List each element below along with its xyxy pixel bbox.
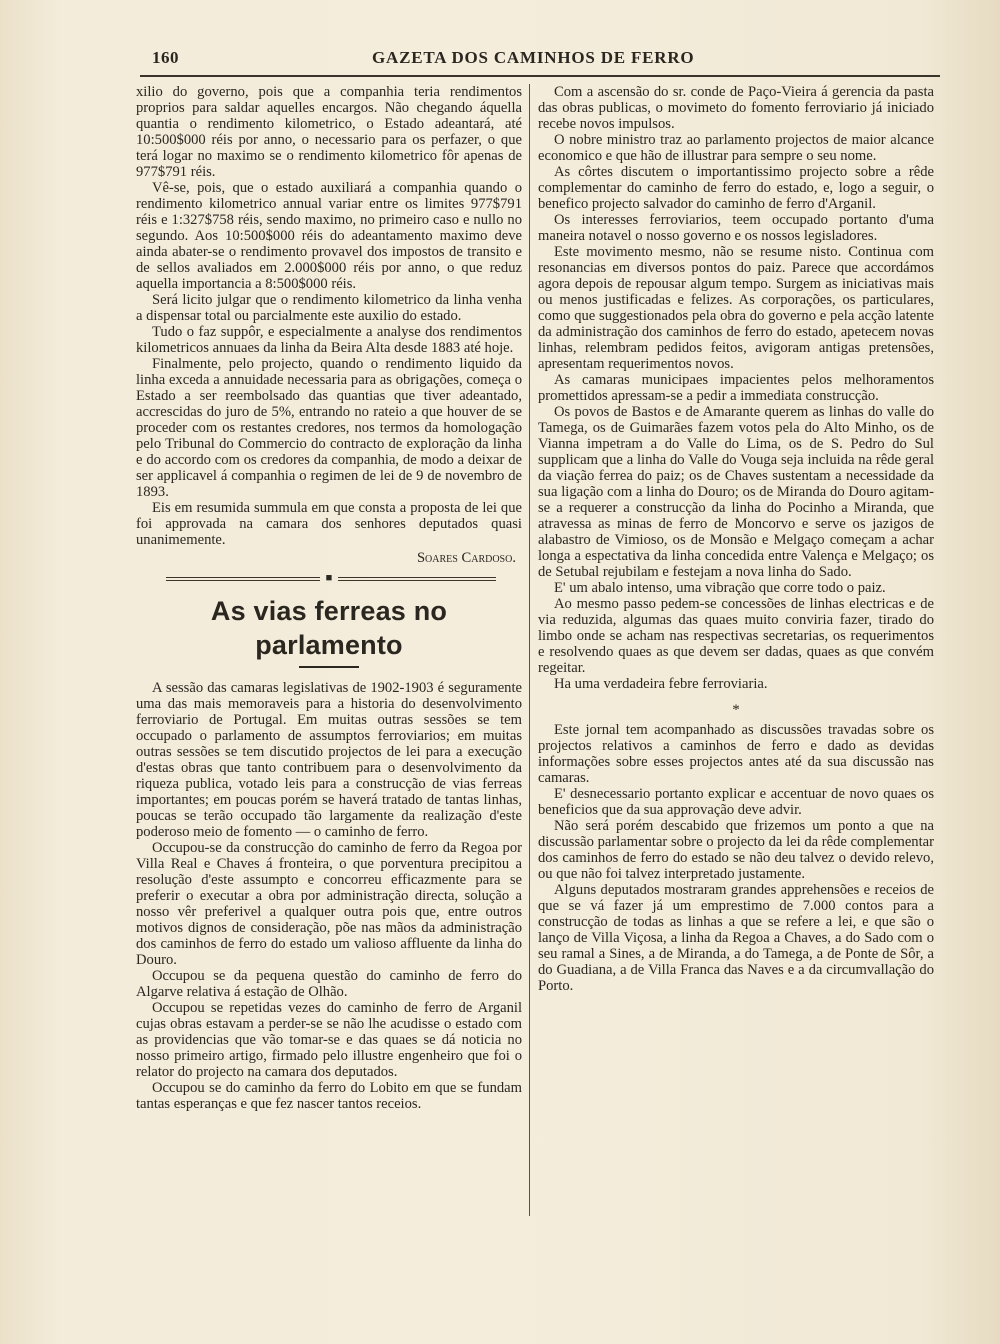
paragraph: Occupou-se da construcção do caminho de ferro da Regoa por Villa Real e Chaves á fronteira, o que porventura precipitou a resolução d'este assumpto e concorreu efficazmente para se preferir o executar a obra por administração directa, solução a nosso vêr preferivel a qualquer outra pois que, entre outros motivos dignos de consideração, põe nas mãos da administração dos caminhos de ferro do estado um valioso affluente da linha do Douro.	[136, 840, 522, 968]
paragraph: Occupou se repetidas vezes do caminho de ferro de Arganil cujas obras estavam a perder-se se não lhe acudisse o estado com as providencias que vão tomar-se e das quaes se dá noticia no nosso primeiro artigo, firmado pelo illustre engenheiro que foi o relator do projecto na camara dos deputados.	[136, 1000, 522, 1080]
paragraph: Alguns deputados mostraram grandes apprehensões e receios de que se vá fazer já um emprestimo de 7.000 contos para a construcção de todas as linhas a que se refere a lei, e que são o lanço de Villa Viçosa, a linha da Regoa a Chaves, a do Sado com o seu ramal a Sines, a de Miranda, a do Tamega, a de Ponte de Sôr, a do Guadiana, a de Villa Franca das Naves e a da circumvallação do Porto.	[538, 882, 934, 994]
paragraph: A sessão das camaras legislativas de 1902-1903 é seguramente uma das mais memoraveis para a historia do desenvolvimento ferroviario de Portugal. Em muitas outras sessões se tem occupado o parlamento de assumptos ferroviarios; em muitas outras sessões se tem discutido projectos de lei para a execução d'estas obras que tanto contribuem para o desenvolvimento da riqueza publica, votado leis para a construcção de vias ferreas importantes; em poucas porém se haverá tratado de tantas linhas, poucas se terão occupado tão largamente da realização d'este poderoso meio de fomento — o caminho de ferro.	[136, 680, 522, 840]
header-rule	[140, 75, 940, 77]
paragraph: Os interesses ferroviarios, teem occupado portanto d'uma maneira notavel o nosso governo e os nossos legisladores.	[538, 212, 934, 244]
paragraph: E' desnecessario portanto explicar e accentuar de novo quaes os beneficios que da sua approvação deve advir.	[538, 786, 934, 818]
paragraph: As camaras municipaes impacientes pelos melhoramentos promettidos apressam-se a pedir a immediata construcção.	[538, 372, 934, 404]
page-number: 160	[152, 48, 179, 67]
paragraph: O nobre ministro traz ao parlamento projectos de maior alcance economico e que hão de illustrar para sempre o seu nome.	[538, 132, 934, 164]
paragraph: Com a ascensão do sr. conde de Paço-Vieira á gerencia da pasta das obras publicas, o movimeto do fomento ferroviario já iniciado recebe novos impulsos.	[538, 84, 934, 132]
author-signature: Soares Cardoso.	[416, 550, 516, 566]
paragraph: E' um abalo intenso, uma vibração que corre todo o paiz.	[554, 580, 886, 596]
right-column	[538, 84, 934, 994]
paragraph: Não será porém descabido que frizemos um ponto a que na discussão parlamentar sobre o projecto da lei da rêde complementar dos caminhos de ferro do estado se não deu talvez o devido relevo, ou que não foi talvez interpretado justamente.	[538, 818, 934, 882]
paragraph: Tudo o faz suppôr, e especialmente a analyse dos rendimentos kilometricos annuaes da linha da Beira Alta desde 1883 até hoje.	[136, 324, 522, 356]
journal-title: GAZETA DOS CAMINHOS DE FERRO	[372, 48, 695, 67]
paragraph: As côrtes discutem o importantissimo projecto sobre a rêde complementar do caminho de ferro do estado, e, logo a seguir, o benefico projecto salvador do caminho de ferro d'Arganil.	[538, 164, 934, 212]
section-asterisk: *	[732, 702, 740, 718]
paragraph: Este jornal tem acompanhado as discussões travadas sobre os projectos relativos a caminhos de ferro e dado as devidas informações sobre esses projectos antes até da sua discussão nas camaras.	[538, 722, 934, 786]
headline-rule	[299, 666, 359, 668]
paragraph: Occupou se da pequena questão do caminho de ferro do Algarve relativa á estação de Olhão.	[136, 968, 522, 1000]
article-headline: As vias ferreas no parlamento	[210, 596, 448, 660]
paragraph: Ha uma verdadeira febre ferroviaria.	[554, 676, 768, 692]
paragraph: Os povos de Bastos e de Amarante querem as linhas do valle do Tamega, os de Guimarães fazem votos pela do Alto Minho, os de Vianna impetram a do Valle do Lima, os de S. Pedro do Sul supplicam que a linha do Valle do Vouga seja incluida na rêde geral da viação ferrea do paiz; os de Chaves sustentam a necessidade da sua ligação com a linha do Douro; os de Miranda do Douro agitam-se a requerer a construcção da linha do Pocinho a Miranda, que atravessa as minas de ferro de Moncorvo e serve os jazigos de alabastro de Vimioso, os de Monsão e Melgaço começam a achar longa a espectativa da linha concedida entre Valença e Melgaço; os de Setubal rejubilam e festejam a nova linha do Sado.	[538, 404, 934, 580]
paragraph: Este movimento mesmo, não se resume nisto. Continua com resonancias em diversos pontos do paiz. Parece que accordámos agora depois de repousar algum tempo. Surgem as iniciativas mais ou menos justificadas e felizes. As corporações, os particulares, como que suggestionados pela obra do governo e pela acção latente da administração dos caminhos de ferro do estado, apetecem novas linhas, relembram pedidos feitos, avigoram antigas pretensões, apresentam requerimentos novos.	[538, 244, 934, 372]
paragraph: Vê-se, pois, que o estado auxiliará a companhia quando o rendimento kilometrico annual variar entre os limites 977$791 réis e 1:327$758 réis, sendo maximo, no primeiro caso e nullo no segundo. Aos 10:500$000 réis do adeantamento maximo deve ainda abater-se o rendimento provavel dos impostos de transito e de sellos avaliados em 2.000$000 réis por anno, o que reduz aquella importancia a 8:500$000 réis.	[136, 180, 522, 292]
paragraph: xilio do governo, pois que a companhia teria rendimentos proprios para saldar aquelles encargos. Não chegando áquella quantia o rendimento kilometrico, o Estado adeantará, até 10:500$000 réis por anno, o necessario para os perfazer, o que terá logar no maximo se o rendimento kilometrico fôr apenas de 977$791 réis.	[136, 84, 522, 180]
section-divider	[136, 572, 522, 586]
left-column	[136, 84, 522, 1112]
paragraph: Eis em resumida summula em que consta a proposta de lei que foi approvada na camara dos senhores deputados quasi unanimemente.	[136, 500, 522, 548]
paragraph: Occupou se do caminho da ferro do Lobito em que se fundam tantas esperanças e que fez nascer tantos receios.	[136, 1080, 522, 1112]
paragraph: Ao mesmo passo pedem-se concessões de linhas electricas e de via reduzida, algumas das quaes muito conviria fazer, tirado do limbo onde se acham nas respectivas secretarias, os requerimentos e resolvendo quaes as que devem ser dadas, quaes as que convém regeitar.	[538, 596, 934, 676]
train-ornament-icon: ■	[320, 572, 338, 584]
paragraph: Finalmente, pelo projecto, quando o rendimento liquido da linha exceda a annuidade necessaria para as obrigações, começa o Estado a ser reembolsado das quantias que tiver adeantado, accrescidas do juro de 5%, entrando no rateio a que houver de se proceder com os restantes credores, nos termos da homologação pelo Tribunal do Commercio do contracto de exploração da linha e do accordo com os credores da companhia, de modo a deixar de ser applicavel á companhia o regimen de lei de 9 de novembro de 1893.	[136, 356, 522, 500]
paragraph: Será licito julgar que o rendimento kilometrico da linha venha a dispensar total ou parcialmente este auxilio do estado.	[136, 292, 522, 324]
column-divider	[529, 84, 530, 1216]
